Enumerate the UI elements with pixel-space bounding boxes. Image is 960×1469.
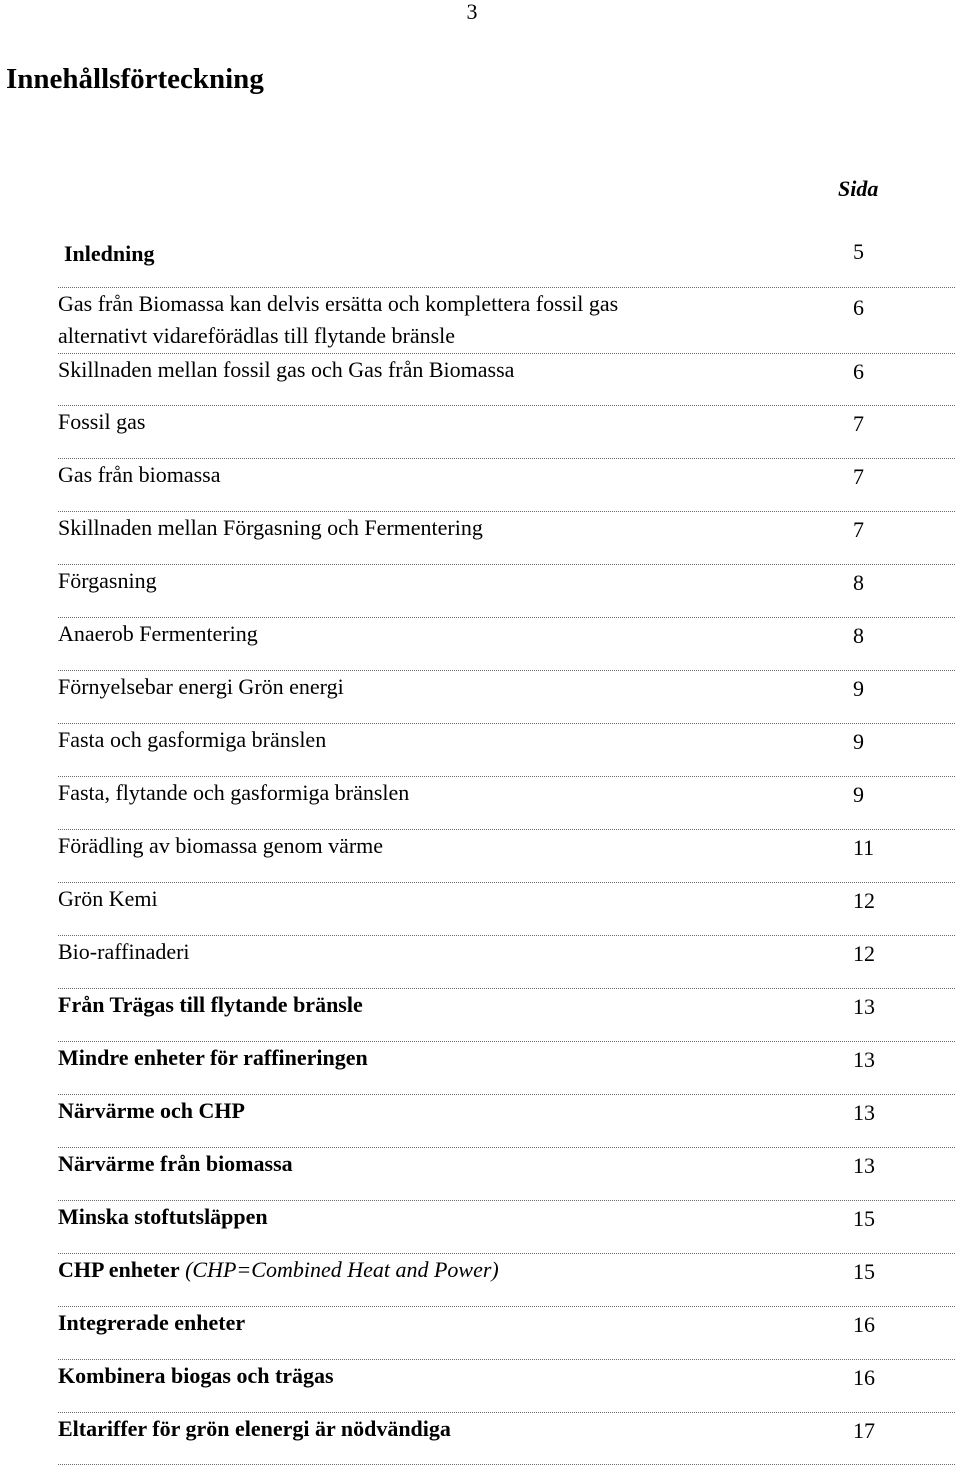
toc-entry[interactable] [58, 459, 955, 512]
toc-entry-title: Inledning [64, 241, 155, 266]
toc-entry-page: 13 [853, 994, 875, 1019]
toc-entry-page: 7 [853, 464, 864, 489]
toc-entry-title: Bio-raffinaderi [58, 939, 190, 964]
toc-entry-title-group [58, 1254, 499, 1286]
toc-entry[interactable] [58, 989, 955, 1042]
toc-entry-title: Gas från Biomassa kan delvis ersätta och komplettera fossil gas [58, 291, 619, 316]
toc-entry-title: Minska stoftutsläppen [58, 1204, 268, 1229]
toc-entry-page: 16 [853, 1365, 875, 1390]
toc-entry-title: Närvärme och CHP [58, 1098, 245, 1123]
toc-entry-title: Förnyelsebar energi Grön energi [58, 674, 344, 699]
toc-entry[interactable] [58, 618, 955, 671]
toc-entry[interactable] [58, 1095, 955, 1148]
toc-entry-page: 8 [853, 570, 864, 595]
toc-entry-page: 13 [853, 1153, 875, 1178]
toc-entry[interactable] [58, 1201, 955, 1254]
toc-entry-title: Fossil gas [58, 409, 146, 434]
toc-entry-page: 9 [853, 676, 864, 701]
toc-entry[interactable] [58, 936, 955, 989]
toc-entry-title: Förädling av biomassa genom värme [58, 833, 384, 858]
toc-entry-title: Fasta, flytande och gasformiga bränslen [58, 780, 410, 805]
toc-entry-page: 16 [853, 1312, 875, 1337]
toc-entry-page: 15 [853, 1259, 875, 1284]
toc-entry-page: 7 [853, 517, 864, 542]
page-number: 3 [466, 0, 478, 24]
toc-entry[interactable] [58, 565, 955, 618]
toc-entry-title: Närvärme från biomassa [58, 1151, 293, 1176]
toc-entry[interactable] [58, 777, 955, 830]
toc-entry-title: Fasta och gasformiga bränslen [58, 727, 327, 752]
toc-entry-title-continued: alternativt vidareförädlas till flytande bränsle [58, 323, 456, 348]
toc-entry-title: Gas från biomassa [58, 462, 221, 487]
toc-entry[interactable] [58, 288, 955, 354]
toc-entry[interactable] [58, 724, 955, 777]
toc-entry-title: Eltariffer för grön elenergi är nödvändiga [58, 1416, 451, 1441]
toc-entry-page: 9 [853, 729, 864, 754]
page-column-header: Sida [838, 176, 879, 201]
toc-entry[interactable] [58, 1360, 955, 1413]
toc-entry-title: Förgasning [58, 568, 157, 593]
toc-entry-page: 13 [853, 1047, 875, 1072]
toc-entry[interactable] [58, 1042, 955, 1095]
toc-entry-title: Anaerob Fermentering [58, 621, 258, 646]
toc-entry-title: Mindre enheter för raffineringen [58, 1045, 368, 1070]
toc-entry-title-italic: (CHP=Combined Heat and Power) [185, 1257, 499, 1282]
toc-entry-page: 5 [853, 239, 864, 264]
toc-entry-title: Skillnaden mellan Förgasning och Fermentering [58, 515, 483, 540]
toc-entry-page: 7 [853, 411, 864, 436]
toc-entry[interactable] [58, 1254, 955, 1307]
toc-entry-title: CHP enheter [58, 1257, 180, 1282]
toc-entry-page: 11 [853, 835, 875, 860]
toc-entry-page: 13 [853, 1100, 875, 1125]
toc-entry[interactable] [58, 883, 955, 936]
toc-entry-page: 6 [853, 359, 864, 384]
toc-entry-page: 12 [853, 941, 875, 966]
toc-entry[interactable] [58, 236, 955, 288]
toc-entry[interactable] [58, 1413, 955, 1465]
toc-entry-page: 17 [853, 1418, 875, 1443]
toc-entry-title: Kombinera biogas och trägas [58, 1363, 334, 1388]
toc-entry-page: 15 [853, 1206, 875, 1231]
toc-entry[interactable] [58, 1307, 955, 1360]
toc-entry[interactable] [58, 1148, 955, 1201]
toc-entry-page: 6 [853, 295, 864, 320]
toc-entry-title: Från Trägas till flytande bränsle [58, 992, 363, 1017]
toc-entry[interactable] [58, 354, 955, 406]
toc-entry[interactable] [58, 512, 955, 565]
toc-entry-page: 12 [853, 888, 875, 913]
toc-entry[interactable] [58, 671, 955, 724]
toc-entry-title: Grön Kemi [58, 886, 158, 911]
page-title: Innehållsförteckning [6, 63, 264, 95]
toc-entry[interactable] [58, 406, 955, 459]
toc-entry-page: 8 [853, 623, 864, 648]
toc-entry[interactable] [58, 830, 955, 883]
toc-entry-page: 9 [853, 782, 864, 807]
toc-entry-title: Skillnaden mellan fossil gas och Gas från Biomassa [58, 357, 515, 382]
toc-entry-title: Integrerade enheter [58, 1310, 246, 1335]
